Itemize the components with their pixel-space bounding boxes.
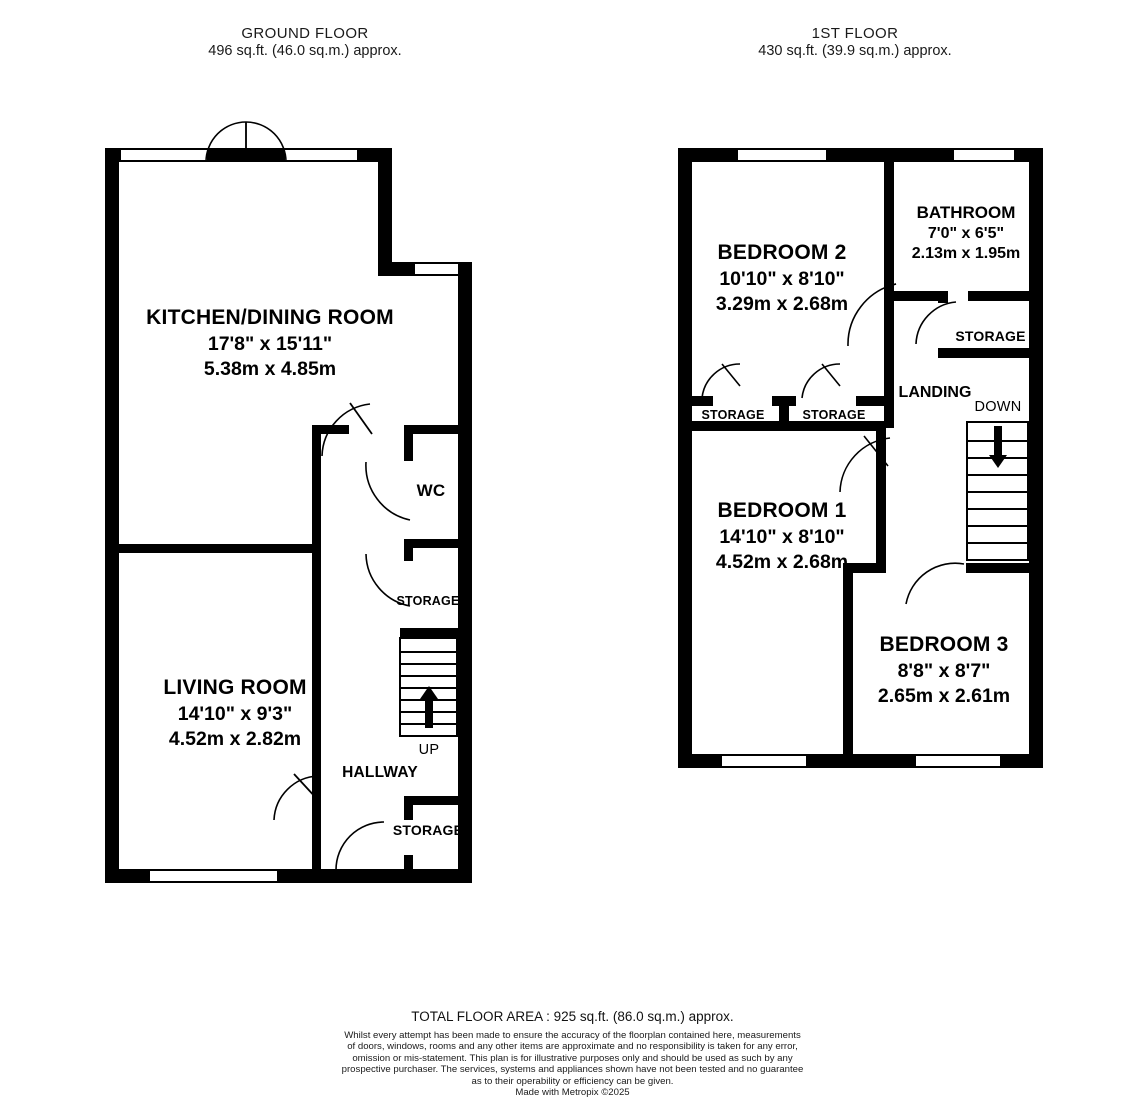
room-name-storage-low: STORAGE <box>392 822 464 838</box>
room-metric-kitchen-dining: 5.38m x 4.85m <box>203 357 337 380</box>
room-name-hallway: HALLWAY <box>342 764 418 781</box>
stairs-up-label: UP <box>418 742 440 758</box>
door-bedroom3 <box>900 562 970 606</box>
room-imperial-bathroom: 7'0" x 6'5" <box>927 224 1005 242</box>
stairs-down-label: DOWN <box>974 399 1022 415</box>
room-label-storage-ff-left <box>688 407 778 423</box>
room-name-bedroom2: BEDROOM 2 <box>717 241 847 264</box>
wall-ff-bottom-left <box>678 754 722 768</box>
ground-floor-title: GROUND FLOOR <box>241 25 369 42</box>
wall-ff-top-right <box>1014 148 1043 162</box>
disclaimer-line-5: as to their operability or efficiency can be given. <box>471 1075 674 1087</box>
wall-bedroom3-top-right <box>966 563 1043 573</box>
room-name-storage-ff-right: STORAGE <box>955 328 1026 344</box>
room-name-storage-ff-left: STORAGE <box>701 408 765 422</box>
disclaimer-line-1: Whilst every attempt has been made to ensure the accuracy of the floorplan contained here, measurements <box>344 1030 801 1041</box>
wall-ff-top-left <box>678 148 738 162</box>
room-label-landing <box>875 383 995 403</box>
room-label-storage-ff-mid <box>789 407 879 423</box>
room-imperial-bedroom2: 10'10" x 8'10" <box>719 267 845 290</box>
room-imperial-living: 14'10" x 9'3" <box>177 702 293 725</box>
footer <box>0 1009 1145 1098</box>
room-metric-living: 4.52m x 2.82m <box>168 727 302 750</box>
wall-bathroom-bottom-right <box>968 291 1043 301</box>
room-imperial-bedroom1: 14'10" x 8'10" <box>719 525 845 548</box>
room-metric-bathroom: 2.13m x 1.95m <box>911 245 1021 263</box>
room-name-bathroom: BATHROOM <box>916 203 1016 222</box>
window-bedroom3-bottom <box>916 754 1000 768</box>
room-label-storage-ff-right <box>938 328 1043 346</box>
room-imperial-bedroom3: 8'8" x 8'7" <box>897 659 991 682</box>
room-metric-bedroom1: 4.52m x 2.68m <box>715 550 849 573</box>
room-label-bedroom3 <box>830 632 1058 709</box>
window-bedroom2-top <box>738 148 826 162</box>
footer-disclaimer <box>0 1030 1145 1098</box>
disclaimer-line-4: prospective purchaser. The services, systems and appliances shown have not been tested and no guarantee <box>341 1064 804 1076</box>
disclaimer-line-3: omission or mis-statement. This plan is for illustrative purposes only and should be used as such by any <box>352 1052 793 1064</box>
door-storage-left <box>700 362 746 400</box>
room-metric-bedroom3: 2.65m x 2.61m <box>877 684 1011 707</box>
first-floor-title: 1ST FLOOR <box>811 25 899 42</box>
window-bedroom1-bottom <box>722 754 806 768</box>
room-name-kitchen-dining: KITCHEN/DINING ROOM <box>146 306 394 329</box>
wall-ff-bottom-right <box>1000 754 1043 768</box>
room-label-bedroom1 <box>672 498 892 575</box>
metropix-credit: Made with Metropix ©2025 <box>515 1087 630 1098</box>
room-label-bedroom2 <box>672 240 892 317</box>
room-name-storage-mid: STORAGE <box>396 594 460 608</box>
stairs-down-arrow <box>988 426 1008 468</box>
ground-floor-area: 496 sq.ft. (46.0 sq.m.) approx. <box>208 43 402 59</box>
first-floor-area: 430 sq.ft. (39.9 sq.m.) approx. <box>758 43 952 59</box>
wall-storage-right-bottom <box>938 348 1043 358</box>
window-bathroom-top <box>954 148 1014 162</box>
footer-total-area: TOTAL FLOOR AREA : 925 sq.ft. (86.0 sq.m.) approx. <box>411 1009 734 1024</box>
door-storage-right <box>800 362 846 400</box>
wall-ff-bottom-mid <box>806 754 916 768</box>
room-name-living: LIVING ROOM <box>163 676 307 699</box>
room-name-bedroom1: BEDROOM 1 <box>717 499 847 522</box>
room-name-wc: WC <box>416 481 446 500</box>
room-metric-bedroom2: 3.29m x 2.68m <box>715 292 849 315</box>
room-imperial-kitchen-dining: 17'8" x 15'11" <box>207 332 333 355</box>
room-name-bedroom3: BEDROOM 3 <box>879 633 1009 656</box>
room-name-landing: LANDING <box>898 384 972 401</box>
room-name-storage-ff-mid: STORAGE <box>802 408 866 422</box>
door-bedroom1 <box>838 432 892 494</box>
room-label-bathroom <box>886 202 1046 265</box>
disclaimer-line-2: of doors, windows, rooms and any other items are approximate and no responsibility is taken for any error, <box>347 1041 798 1053</box>
